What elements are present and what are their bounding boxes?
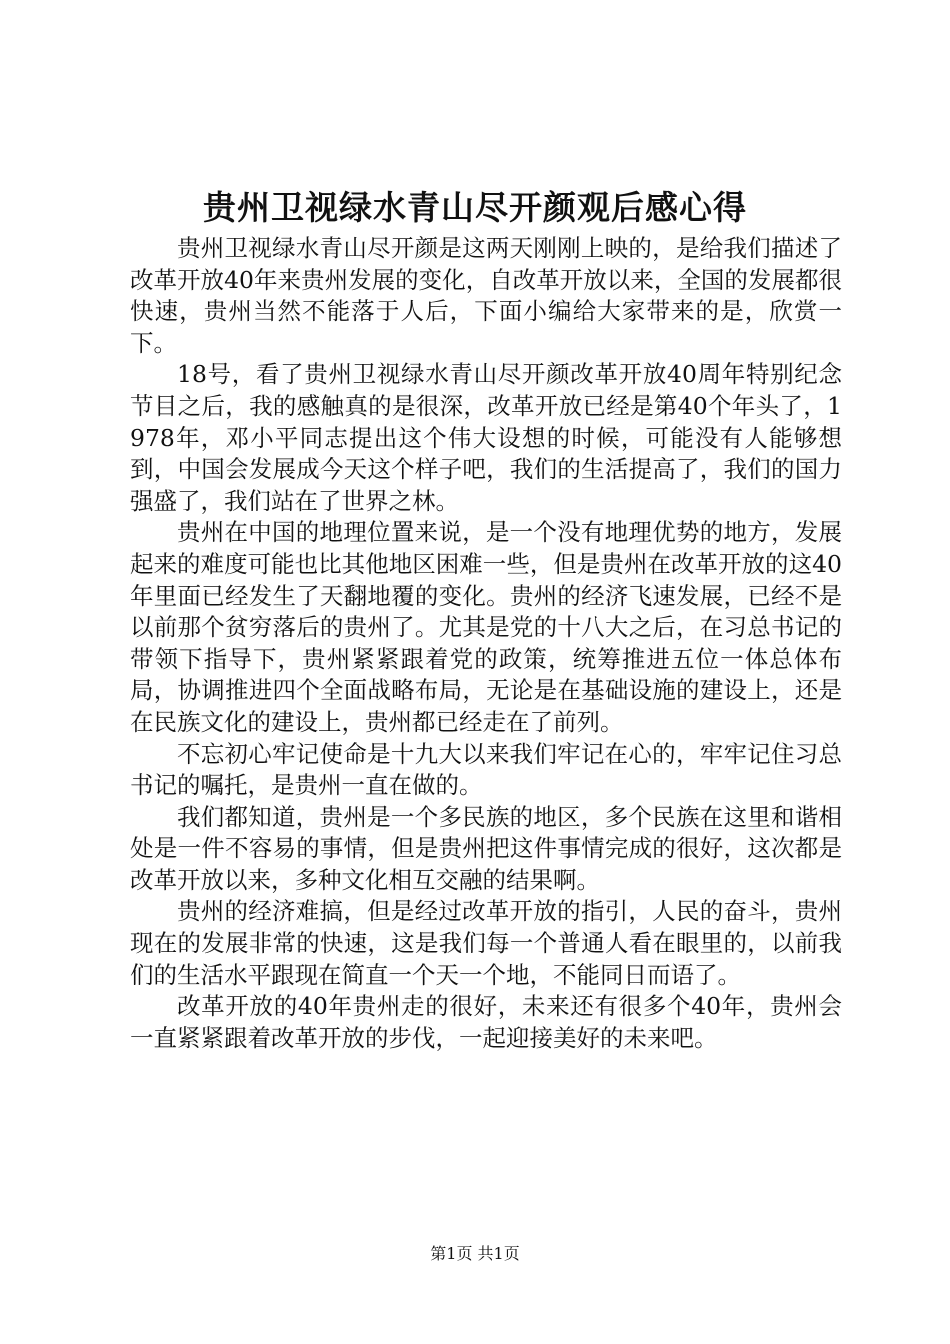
document-body (130, 233, 842, 1054)
paragraph-3: 贵州在中国的地理位置来说，是一个没有地理优势的地方，发展起来的难度可能也比其他地区困难一些，但是贵州在改革开放的这40年里面已经发生了天翻地覆的变化。贵州的经济飞速发展，已经不是以前那个贫穷落后的贵州了。尤其是党的十八大之后，在习总书记的带领下指导下，贵州紧紧跟着党的政策，统筹推进五位一体总体布局，协调推进四个全面战略布局，无论是在基础设施的建设上，还是在民族文化的建设上，贵州都已经走在了前列。 (130, 518, 842, 736)
paragraph-5: 我们都知道，贵州是一个多民族的地区，多个民族在这里和谐相处是一件不容易的事情，但是贵州把这件事情完成的很好，这次都是改革开放以来，多种文化相互交融的结果啊。 (130, 802, 842, 894)
paragraph-2: 18号，看了贵州卫视绿水青山尽开颜改革开放40周年特别纪念节目之后，我的感触真的是很深，改革开放已经是第40个年头了，1978年，邓小平同志提出这个伟大设想的时候，可能没有人能够想到，中国会发展成今天这个样子吧，我们的生活提高了，我们的国力强盛了，我们站在了世界之林。 (130, 360, 842, 515)
paragraph-6: 贵州的经济难搞，但是经过改革开放的指引，人民的奋斗，贵州现在的发展非常的快速，这是我们每一个普通人看在眼里的，以前我们的生活水平跟现在简直一个天一个地，不能同日而语了。 (130, 897, 842, 989)
paragraph-1: 贵州卫视绿水青山尽开颜是这两天刚刚上映的，是给我们描述了改革开放40年来贵州发展的变化，自改革开放以来，全国的发展都很快速，贵州当然不能落于人后，下面小编给大家带来的是，欣赏一下。 (130, 234, 842, 357)
paragraph-4: 不忘初心牢记使命是十九大以来我们牢记在心的，牢牢记住习总书记的嘱托，是贵州一直在做的。 (130, 739, 842, 800)
paragraph-7: 改革开放的40年贵州走的很好，未来还有很多个40年，贵州会一直紧紧跟着改革开放的步伐，一起迎接美好的未来吧。 (130, 992, 842, 1052)
page-number-footer: 第1页 共1页 (430, 1244, 520, 1263)
document-title: 贵州卫视绿水青山尽开颜观后感心得 (203, 188, 747, 227)
